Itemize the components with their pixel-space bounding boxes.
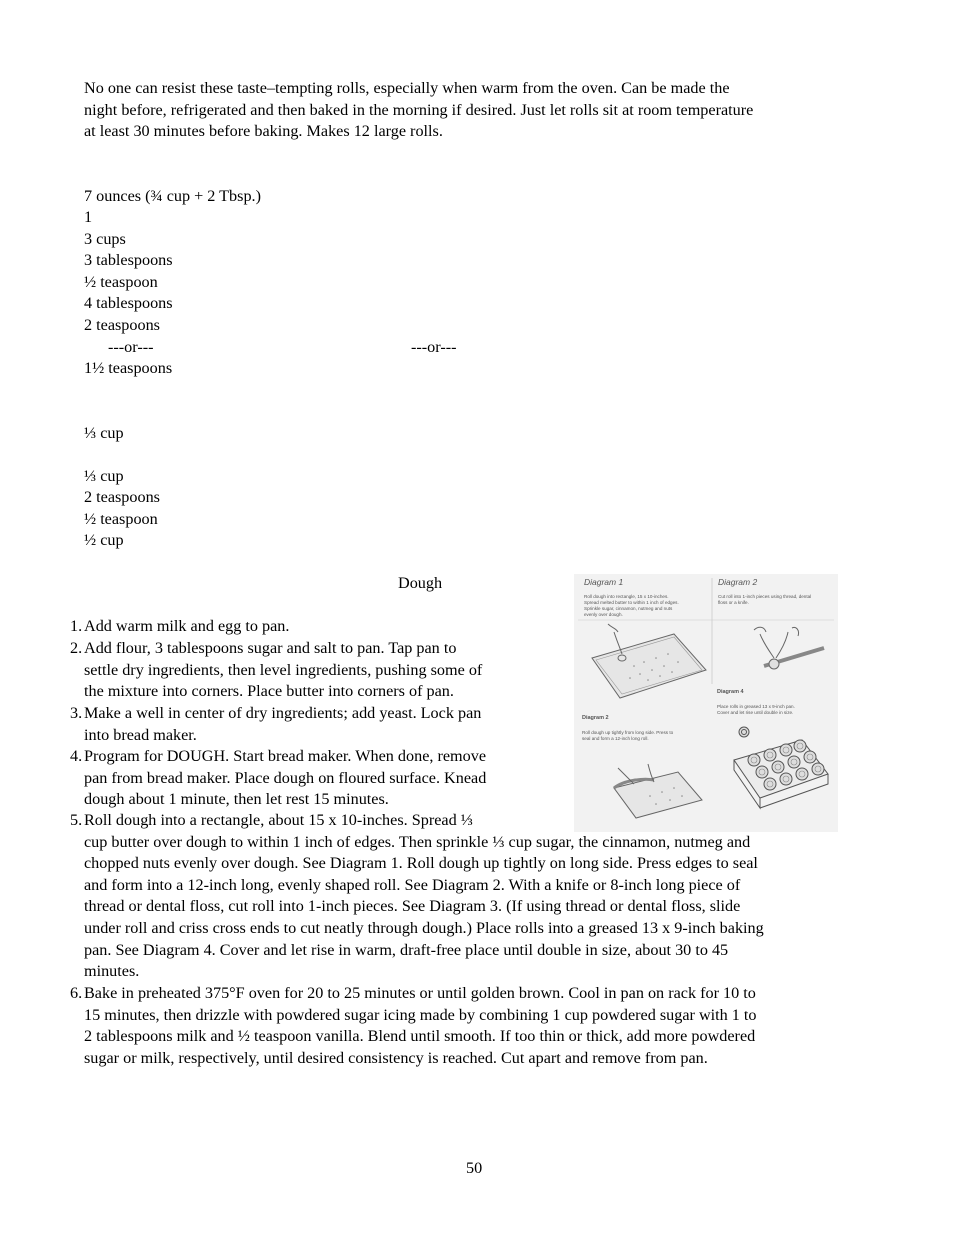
instruction-step <box>70 983 880 1069</box>
step-number: 4. <box>70 747 83 765</box>
page-number: 50 <box>466 1159 483 1177</box>
step-text: pan from bread maker. Place dough on floured surface. Knead <box>84 768 487 787</box>
diagram-4-title: Diagram 4 <box>717 689 744 695</box>
step-number: 2. <box>70 639 83 657</box>
step-text: Add flour, 3 tablespoons sugar and salt to pan. Tap pan to <box>84 639 457 657</box>
step-text: Roll dough into a rectangle, about 15 x 10-inches. Spread ⅓ <box>84 811 473 829</box>
diagram-2-text: Cut roll into 1-inch pieces using thread, dental <box>718 594 812 599</box>
or-separator-left: ---or--- <box>108 338 154 356</box>
step-number: 6. <box>70 984 83 1002</box>
step-text: minutes. <box>84 962 140 981</box>
diagram-3-title: Diagram 2 <box>582 715 609 721</box>
section-heading-dough: Dough <box>398 574 443 592</box>
ingredient-quantity: ½ teaspoon <box>84 273 158 291</box>
diagram-1-text: Roll dough into rectangle, 15 x 10-inches. <box>584 594 669 599</box>
step-text: Program for DOUGH. Start bread maker. When done, remove <box>84 747 487 765</box>
diagram-4-text: Cover and let rise until double in size. <box>717 710 794 715</box>
step-text: 2 tablespoons milk and ½ teaspoon vanilla. Blend until smooth. If too thin or thick, add more powdered <box>84 1027 756 1046</box>
step-text: under roll and criss cross ends to cut neatly through dough.) Place rolls into a greased 13 x 9-inch baking <box>84 918 764 937</box>
diagram-3-text: seal and form a 12-inch long roll. <box>582 736 649 741</box>
step-number: 1. <box>70 617 83 635</box>
ingredient-quantity: 1½ teaspoons <box>84 359 173 377</box>
ingredient-quantity: ½ cup <box>84 531 124 549</box>
diagram-2-title: Diagram 2 <box>718 577 758 587</box>
diagram-2-text: floss or a knife. <box>718 600 749 605</box>
step-text: Make a well in center of dry ingredients; add yeast. Lock pan <box>84 704 482 722</box>
diagram-1-text: Sprinkle sugar, cinnamon, nutmeg and nuts <box>584 606 673 611</box>
step-text: into bread maker. <box>84 725 197 744</box>
step-text: sugar or milk, respectively, until desired consistency is reached. Cut apart and remove from pan. <box>84 1048 708 1067</box>
ingredient-quantity: 3 cups <box>84 230 126 248</box>
instruction-step <box>70 810 880 983</box>
instruction-step <box>70 746 880 811</box>
diagram-1-title: Diagram 1 <box>584 577 624 587</box>
step-text: pan. See Diagram 4. Cover and let rise in warm, draft-free place until double in size, about 30 to 45 <box>84 940 729 959</box>
intro-line: night before, refrigerated and then baked in the morning if desired. Just let rolls sit at room temperature <box>84 100 754 119</box>
ingredient-quantity: ⅓ cup <box>84 424 124 442</box>
diagram-3-text: Roll dough up tightly from long side. Press to <box>582 730 674 735</box>
step-text: cup butter over dough to within 1 inch of edges. Then sprinkle ⅓ cup sugar, the cinnamon, nutmeg and <box>84 832 751 851</box>
diagram-1-text: evenly over dough. <box>584 612 623 617</box>
step-text: and form into a 12-inch long, evenly shaped roll. See Diagram 2. With a knife or 8-inch long piece of <box>84 875 741 894</box>
step-text: Bake in preheated 375°F oven for 20 to 25 minutes or until golden brown. Cool in pan on rack for 10 to <box>84 984 756 1002</box>
step-text: Add warm milk and egg to pan. <box>84 617 290 635</box>
intro-line: at least 30 minutes before baking. Makes 12 large rolls. <box>84 122 443 141</box>
step-text: 15 minutes, then drizzle with powdered sugar icing made by combining 1 cup powdered sugar with 1 to <box>84 1005 757 1024</box>
diagram-1-text: Spread melted butter to within 1 inch of edges. <box>584 600 679 605</box>
instruction-step <box>70 616 880 638</box>
ingredient-quantity: ½ teaspoon <box>84 510 158 528</box>
ingredient-quantity: 3 tablespoons <box>84 251 173 269</box>
step-text: settle dry ingredients, then level ingredients, pushing some of <box>84 660 483 679</box>
or-separator-right: ---or--- <box>411 338 457 356</box>
step-number: 3. <box>70 704 83 722</box>
ingredient-quantity: 2 teaspoons <box>84 488 160 506</box>
step-text: the mixture into corners. Place butter into corners of pan. <box>84 682 454 701</box>
step-text: dough about 1 minute, then let rest 15 minutes. <box>84 790 389 809</box>
ingredient-quantity: 2 teaspoons <box>84 316 160 334</box>
diagram-4-text: Place rolls in greased 13 x 9-inch pan. <box>717 704 795 709</box>
step-text: thread or dental floss, cut roll into 1-inch pieces. See Diagram 3. (If using thread or dental floss, slide <box>84 897 741 916</box>
step-text: chopped nuts evenly over dough. See Diagram 1. Roll dough up tightly on long side. Press edges to seal <box>84 854 758 873</box>
step-number: 5. <box>70 811 83 829</box>
ingredient-quantity: 7 ounces (¾ cup + 2 Tbsp.) <box>84 187 261 205</box>
ingredient-quantity: 1 <box>84 208 93 226</box>
instruction-step <box>70 638 880 703</box>
ingredient-quantity: ⅓ cup <box>84 467 124 485</box>
intro-paragraph <box>84 78 874 143</box>
instruction-step <box>70 703 880 746</box>
ingredient-quantity: 4 tablespoons <box>84 294 173 312</box>
intro-line: No one can resist these taste–tempting rolls, especially when warm from the oven. Can be made the <box>84 79 730 97</box>
